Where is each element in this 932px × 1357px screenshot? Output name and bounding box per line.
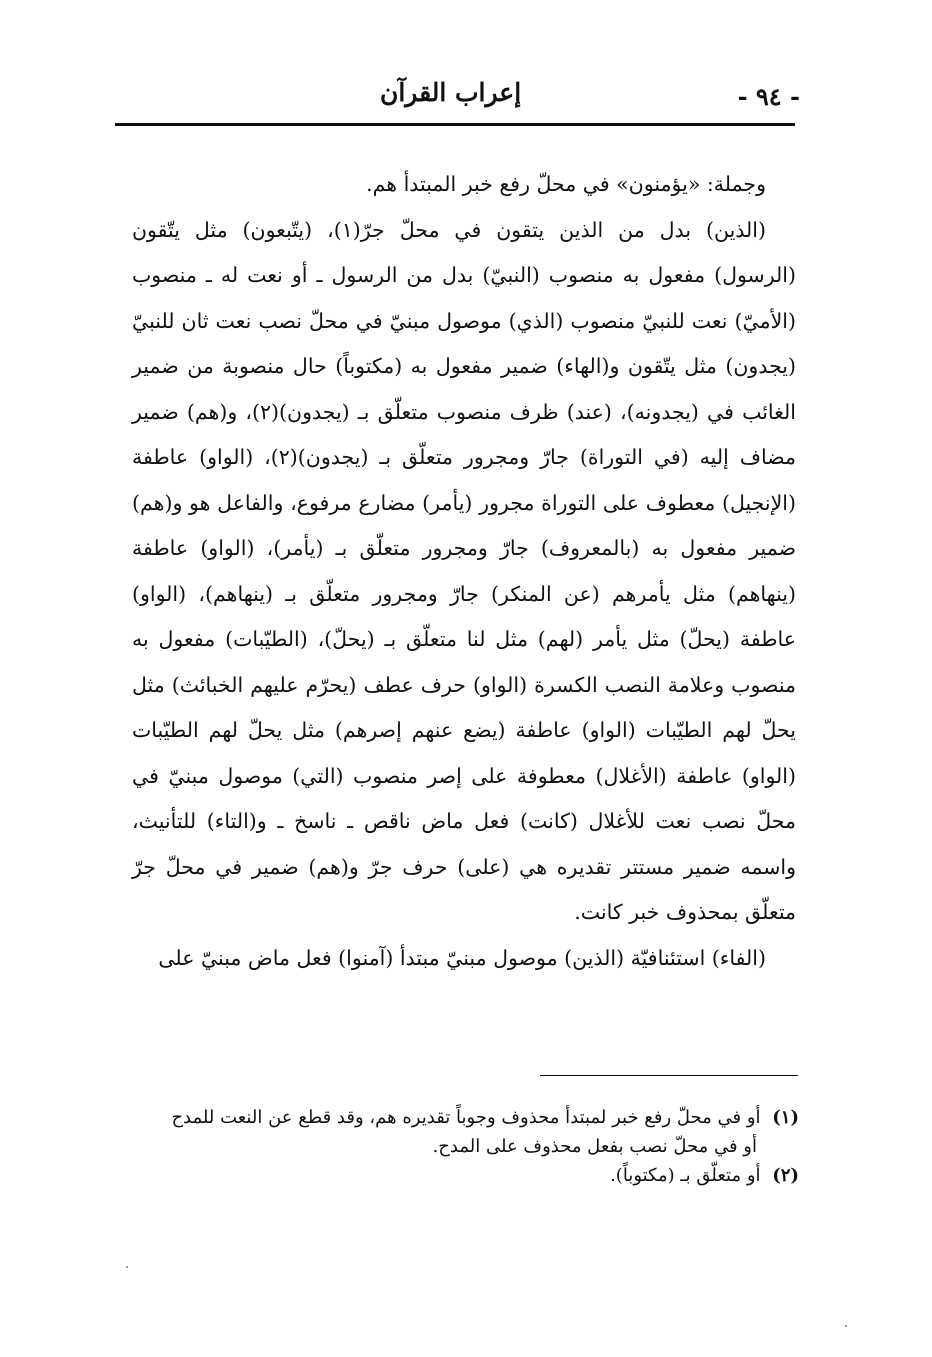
footnote-text: أو في محلّ رفع خبر لمبتدأ محذوف وجوباً تقديره هم، وقد قطع عن النعت للمدح: [171, 1107, 761, 1128]
paragraph-2: (الذين) بدل من الذين يتقون في محلّ جرّ(١)، (يتّبعون) مثل يتّقون (الرسول) مفعول به منصوب (النبيّ) بدل من الرسول ـ أو نعت له ـ منصوب (الأميّ) نعت للنبيّ منصوب (الذي) موصول مبنيّ في محلّ نصب نعت ثان للنبيّ (يجدون) مثل يتّقون و(الهاء) ضمير مفعول به (مكتوباً) حال منصوبة من ضمير الغائب في (يجدونه)، (عند) ظرف منصوب متعلّق بـ (يجدون)(٢)، و(هم) ضمير مضاف إليه (في التوراة) جارّ ومجرور متعلّق بـ (يجدون)(٢)، (الواو) عاطفة (الإنجيل) معطوف على التوراة مجرور (يأمر) مضارع مرفوع، والفاعل هو و(هم) ضمير مفعول به (بالمعروف) جارّ ومجرور متعلّق بـ (يأمر)، (الواو) عاطفة (ينهاهم) مثل يأمرهم (عن المنكر) جارّ ومجرور متعلّق بـ (ينهاهم)، (الواو) عاطفة (يحلّ) مثل يأمر (لهم) مثل لنا متعلّق بـ (يحلّ)، (الطيّبات) مفعول به منصوب وعلامة النصب الكسرة (الواو) حرف عطف (يحرّم عليهم الخبائث) مثل يحلّ لهم الطيّبات (الواو) عاطفة (يضع عنهم إصرهم) مثل يحلّ لهم الطيّبات (الواو) عاطفة (الأغلال) معطوفة على إصر منصوب (التي) موصول مبنيّ في محلّ نصب نعت للأغلال (كانت) فعل ماض ناقص ـ ناسخ ـ و(التاء) للتأنيث، واسمه ضمير مستتر تقديره هي (على) حرف جرّ و(هم) ضمير في محلّ جرّ متعلّق بمحذوف خبر كانت.: [132, 217, 796, 924]
header-rule: [115, 123, 795, 126]
footnotes: [116, 1103, 799, 1190]
scan-speck: [126, 1266, 128, 1268]
footnote-marker: (٢): [772, 1165, 799, 1186]
footnote-1: [116, 1103, 799, 1161]
footnote-rule: [540, 1075, 798, 1076]
paragraph-1: وجملة: «يؤمنون» في محلّ رفع خبر المبتدأ هم.: [366, 172, 766, 196]
scan-speck: [845, 1325, 847, 1327]
footnote-marker: (١): [772, 1107, 799, 1128]
main-text: [132, 162, 796, 981]
book-title: إعراب القرآن: [380, 78, 522, 107]
footnote-2: [116, 1161, 799, 1190]
paragraph-3: (الفاء) استئنافيّة (الذين) موصول مبنيّ مبتدأ (آمنوا) فعل ماض مبنيّ على: [158, 945, 766, 970]
page-header: [115, 70, 800, 124]
footnote-text: أو متعلّق بـ (مكتوباً).: [610, 1165, 761, 1186]
footnote-continuation: أو في محلّ نصب بفعل محذوف على المدح.: [432, 1136, 757, 1157]
page-number: - ٩٤ -: [737, 82, 800, 111]
